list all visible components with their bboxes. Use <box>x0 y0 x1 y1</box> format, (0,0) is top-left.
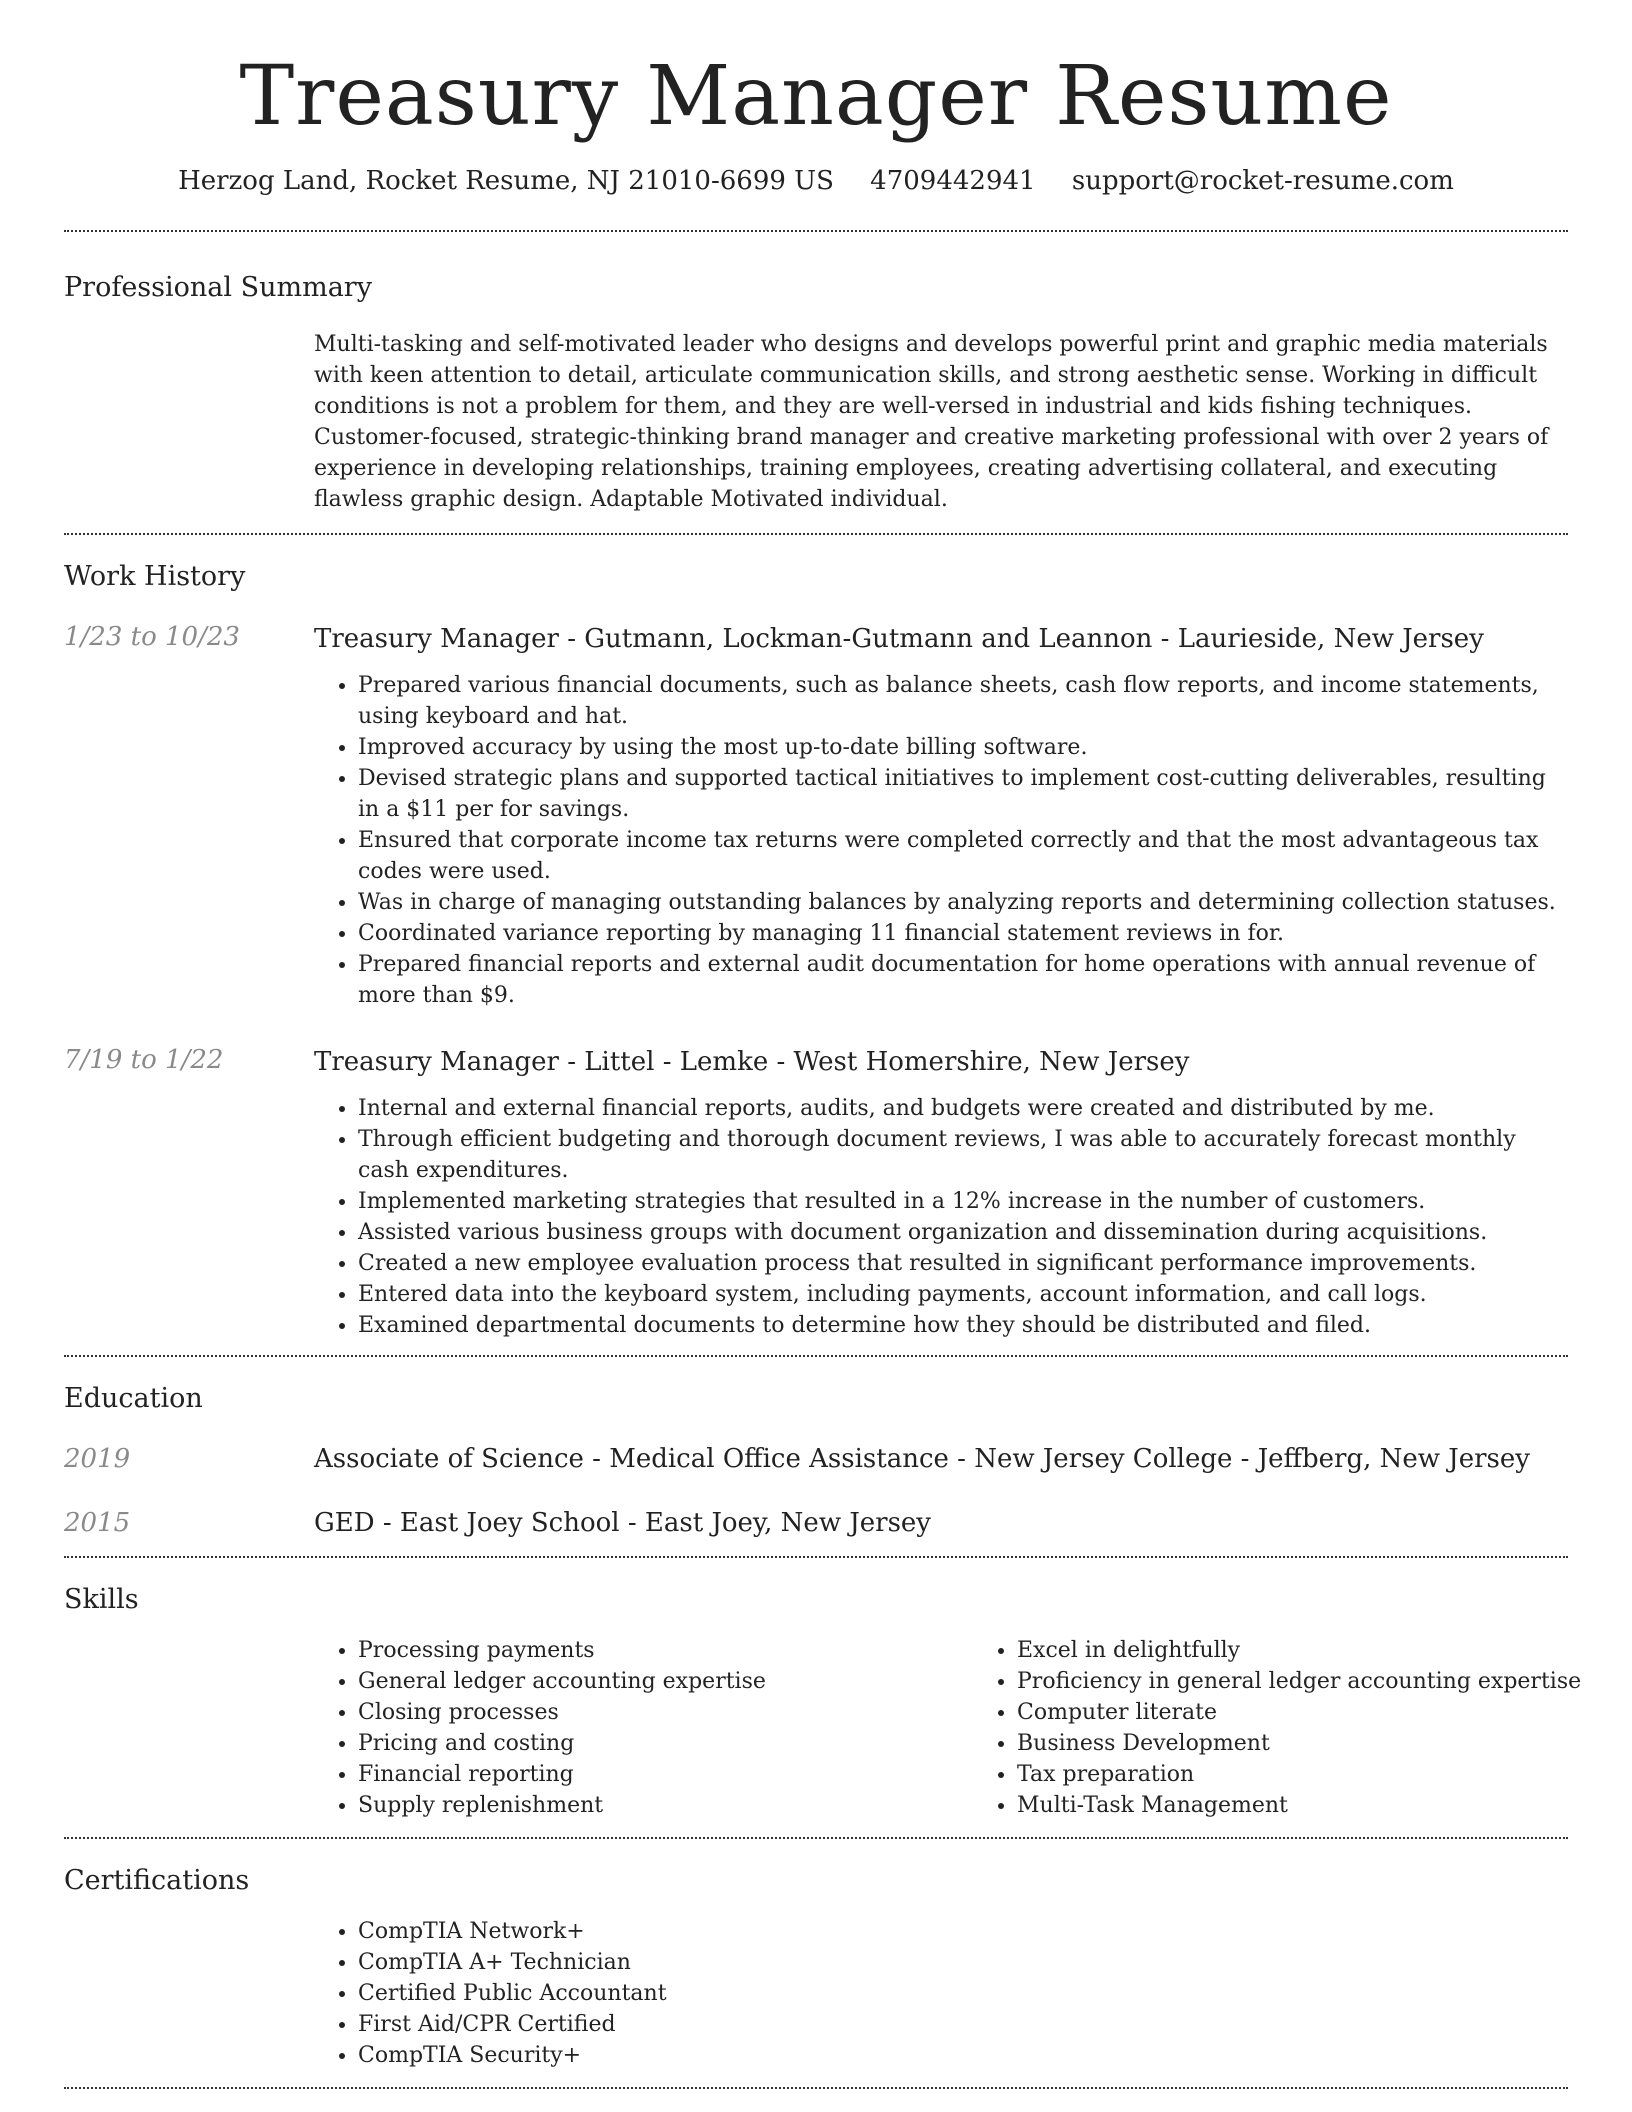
education-heading: Education <box>64 1383 203 1415</box>
list-item: • Pricing and costing <box>358 1728 973 1759</box>
education-year: 2019 <box>64 1444 131 1475</box>
list-item: • Multi-Task Management <box>1017 1790 1632 1821</box>
list-item: • First Aid/CPR Certified <box>358 2009 1568 2040</box>
certifications-list <box>314 1916 1568 2071</box>
skills-list-left <box>314 1635 973 1821</box>
job-heading: Treasury Manager - Gutmann, Lockman-Gutmann and Leannon - Laurieside, New Jersey <box>314 624 1484 655</box>
skills-section <box>64 1558 1582 1837</box>
skills-list-right <box>973 1635 1632 1821</box>
summary-heading: Professional Summary <box>64 272 372 304</box>
job-entry <box>64 1045 1568 1341</box>
job-bullets <box>314 670 1568 1011</box>
list-item: • Computer literate <box>1017 1697 1632 1728</box>
list-item: • Created a new employee evaluation process that resulted in significant performance improvements. <box>358 1248 1568 1279</box>
list-item: • Assisted various business groups with document organization and dissemination during acquisitions. <box>358 1217 1568 1248</box>
list-item: • Closing processes <box>358 1697 973 1728</box>
list-item: • Supply replenishment <box>358 1790 973 1821</box>
list-item: • Prepared financial reports and external audit documentation for home operations with annual revenue of more than $9. <box>358 949 1568 1011</box>
skills-columns <box>314 1635 1632 1821</box>
summary-section <box>64 232 1568 533</box>
list-item: • Tax preparation <box>1017 1759 1632 1790</box>
certifications-heading: Certifications <box>64 1865 250 1897</box>
list-item: • Examined departmental documents to determine how they should be distributed and filed. <box>358 1310 1568 1341</box>
certifications-section <box>64 1839 1568 2087</box>
job-heading: Treasury Manager - Littel - Lemke - West Homershire, New Jersey <box>314 1047 1190 1078</box>
list-item: • Was in charge of managing outstanding balances by analyzing reports and determining collection statuses. <box>358 887 1568 918</box>
job-entry <box>64 622 1568 1011</box>
summary-text: Multi-tasking and self-motivated leader who designs and develops powerful print and graphic media materials with keen attention to detail, articulate communication skills, and strong aesthetic sense. Working in difficult conditions is not a problem for them, and they are well-versed in industrial and kids fishing techniques. Customer-focused, strategic-thinking brand manager and creative marketing professional with over 2 years of experience in developing relationships, training employees, creating advertising collateral, and executing flawless graphic design. Adaptable Motivated individual. <box>314 332 1549 513</box>
list-item: • Certified Public Accountant <box>358 1978 1568 2009</box>
education-year: 2015 <box>64 1508 131 1539</box>
list-item: • Proficiency in general ledger accounting expertise <box>1017 1666 1632 1697</box>
list-item: • Improved accuracy by using the most up-to-date billing software. <box>358 732 1568 763</box>
list-item: • Processing payments <box>358 1635 973 1666</box>
work-history-heading: Work History <box>64 561 246 593</box>
education-text: GED - East Joey School - East Joey, New Jersey <box>314 1508 931 1539</box>
skills-heading: Skills <box>64 1584 139 1616</box>
education-section <box>64 1357 1568 1556</box>
list-item: • Financial reporting <box>358 1759 973 1790</box>
job-bullets <box>314 1093 1568 1341</box>
contact-email: support@rocket-resume.com <box>1071 166 1454 197</box>
list-item: • Excel in delightfully <box>1017 1635 1632 1666</box>
list-item: • Coordinated variance reporting by managing 11 financial statement reviews in for. <box>358 918 1568 949</box>
contact-address: Herzog Land, Rocket Resume, NJ 21010-6699 US <box>178 166 834 197</box>
education-text: Associate of Science - Medical Office Assistance - New Jersey College - Jeffberg, New Jersey <box>314 1444 1530 1475</box>
list-item: • Internal and external financial reports, audits, and budgets were created and distributed by me. <box>358 1093 1568 1124</box>
list-item: • Implemented marketing strategies that resulted in a 12% increase in the number of customers. <box>358 1186 1568 1217</box>
list-item: • CompTIA Security+ <box>358 2040 1568 2071</box>
list-item: • General ledger accounting expertise <box>358 1666 973 1697</box>
contact-line <box>64 166 1568 196</box>
list-item: • Through efficient budgeting and thorough document reviews, I was able to accurately forecast monthly cash expenditures. <box>358 1124 1568 1186</box>
section-divider <box>64 2087 1568 2089</box>
job-dates: 1/23 to 10/23 <box>64 622 240 653</box>
job-dates: 7/19 to 1/22 <box>64 1045 224 1076</box>
resume-title: Treasury Manager Resume <box>239 49 1393 144</box>
contact-phone: 4709442941 <box>870 166 1036 197</box>
list-item: • CompTIA Network+ <box>358 1916 1568 1947</box>
list-item: • Ensured that corporate income tax returns were completed correctly and that the most advantageous tax codes were used. <box>358 825 1568 887</box>
list-item: • CompTIA A+ Technician <box>358 1947 1568 1978</box>
list-item: • Entered data into the keyboard system, including payments, account information, and call logs. <box>358 1279 1568 1310</box>
list-item: • Devised strategic plans and supported tactical initiatives to implement cost-cutting deliverables, resulting in a $11 per for savings. <box>358 763 1568 825</box>
list-item: • Business Development <box>1017 1728 1632 1759</box>
education-entry <box>64 1508 1568 1538</box>
list-item: • Prepared various financial documents, such as balance sheets, cash flow reports, and income statements, using keyboard and hat. <box>358 670 1568 732</box>
education-entry <box>64 1444 1568 1474</box>
work-history-section <box>64 535 1568 1341</box>
